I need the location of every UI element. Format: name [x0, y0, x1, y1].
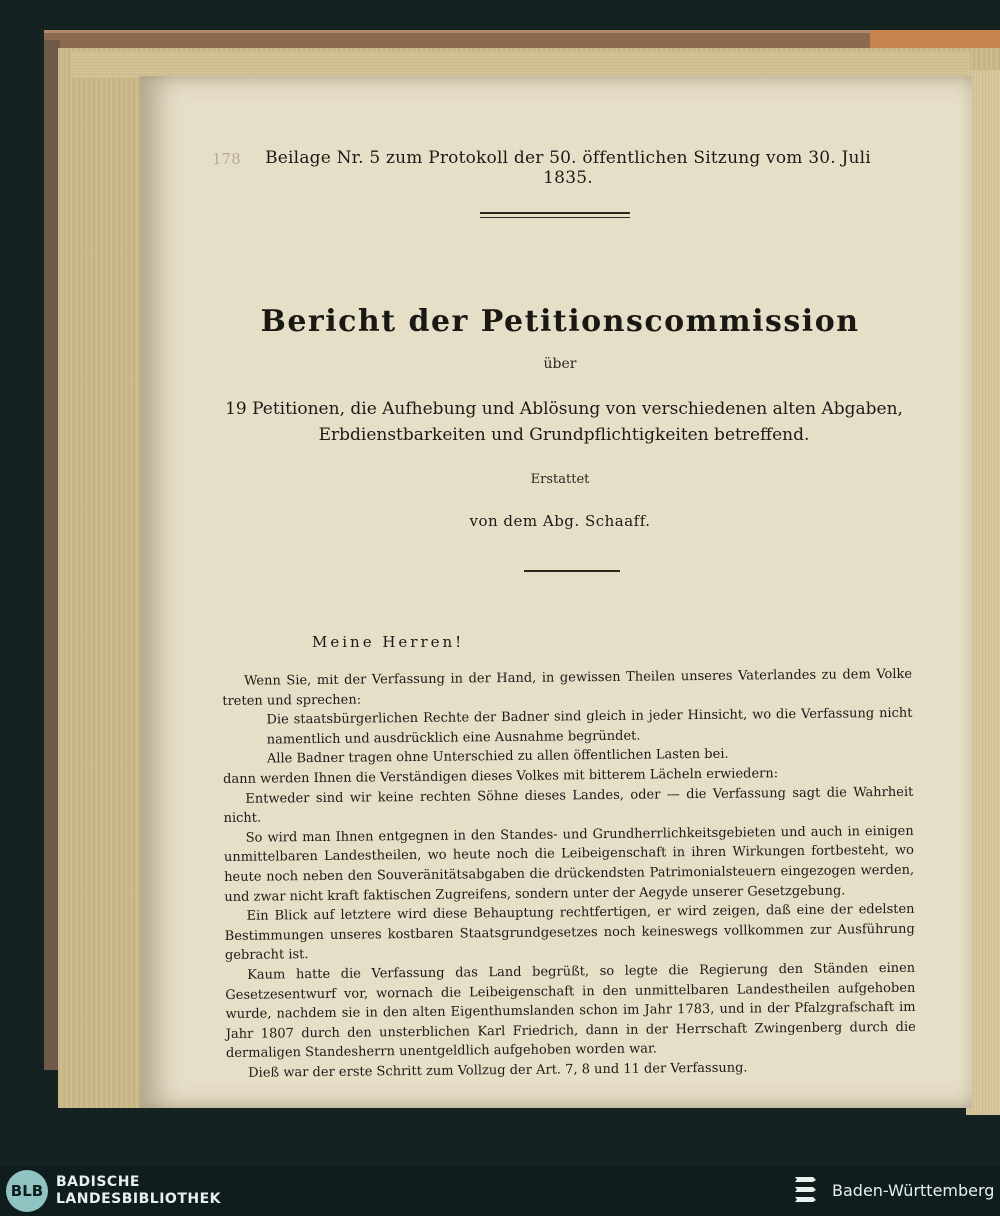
- baden-wuerttemberg-lions-icon: [792, 1172, 820, 1208]
- library-name[interactable]: [56, 1174, 221, 1208]
- blb-logo[interactable]: BLB: [6, 1170, 48, 1212]
- page-header: Beilage Nr. 5 zum Protokoll der 50. öffentlichen Sitzung vom 30. Juli 1835.: [265, 148, 871, 188]
- paragraph: So wird man Ihnen entgegnen in den Standes- und Grundherrlichkeitsgebieten und auch in einigen unmittelbaren Landestheilen, wo heute noch die Leibeigenschaft in ihren Wirkungen fortbesteht, wo heute noch neben den Souveränitätsabgaben die drückendsten Patrimonialsteuern eingezogen werden, und zwar nicht kraft faktischen Zugreifens, sondern unter der Aegyde unserer Gesetzgebung.: [223, 823, 915, 905]
- ueber-label: über: [543, 356, 577, 372]
- page-stack-top: [70, 52, 970, 78]
- paragraph: Dieß war der erste Schritt zum Vollzug der Art. 7, 8 und 11 der Verfassung.: [248, 1060, 748, 1081]
- library-name-line1: BADISCHE: [56, 1174, 140, 1190]
- author-line: von dem Abg. Schaaff.: [469, 512, 651, 530]
- library-name-line2: LANDESBIBLIOTHEK: [56, 1191, 222, 1207]
- section-rule: [524, 570, 620, 572]
- paragraph: Kaum hatte die Verfassung das Land begrüßt, so legte die Regierung den Ständen einen Gesetzesentwurf vor, wornach die Leibeigenschaft in den unmittelbaren Landestheilen aufgehoben wurde, nachdem sie in den alten Eigenthumslanden schon im Jahr 1783, und in der Pfalzgrafschaft im Jahr 1807 durch den unsterblichen Karl Friedrich, dann in der Herrschaft Zwingenberg durch die dermaligen Standesherrn unentgeldlich aufgehoben worden war.: [225, 960, 916, 1062]
- header-rule-thin: [480, 217, 630, 218]
- quote-paragraph: Alle Badner tragen ohne Unterschied zu allen öffentlichen Lasten bei.: [266, 747, 729, 767]
- paragraph: Wenn Sie, mit der Verfassung in der Hand, in gewissen Theilen unseres Vaterlandes zu dem Volke treten und sprechen:: [222, 666, 913, 709]
- erstattet-label: Erstattet: [530, 472, 590, 487]
- state-label[interactable]: Baden-Württemberg: [832, 1181, 995, 1200]
- paragraph: Entweder sind wir keine rechten Söhne dieses Landes, oder — die Verfassung sagt die Wahrheit nicht.: [223, 784, 914, 827]
- ghost-page-number: 178: [212, 150, 241, 168]
- body-text: [222, 665, 916, 1084]
- document-subtitle: 19 Petitionen, die Aufhebung und Ablösung von verschiedenen alten Abgaben, Erbdienstbarkeiten und Grundpflichtigkeiten betreffend.: [225, 399, 903, 445]
- paragraph: Ein Blick auf letztere wird diese Behauptung rechtfertigen, er wird zeigen, daß eine der edelsten Bestimmungen unseres kostbaren Staatsgrundgesetzes noch keineswegs vollkommen zur Ausführung gebracht ist.: [224, 901, 915, 964]
- header-rule: [480, 212, 630, 214]
- document-title: Bericht der Petitionscommission: [260, 304, 860, 339]
- salutation: Meine Herren!: [312, 633, 465, 651]
- quote-paragraph: Die staatsbürgerlichen Rechte der Badner sind gleich in jeder Hinsicht, wo die Verfassung nicht namentlich und ausdrücklich eine Ausnahme begründet.: [266, 705, 913, 748]
- paragraph: dann werden Ihnen die Verständigen dieses Volkes mit bitterem Lächeln erwiedern:: [223, 766, 779, 787]
